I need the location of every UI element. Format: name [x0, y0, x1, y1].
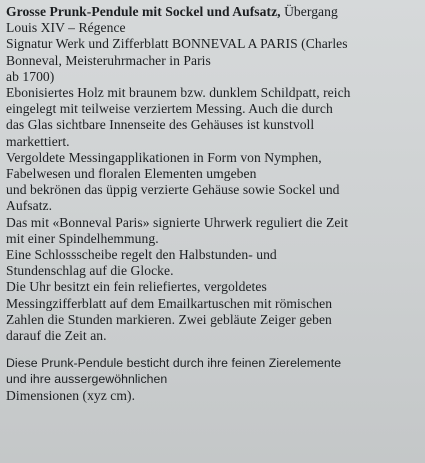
- title-suffix: Übergang: [284, 4, 338, 19]
- description-line: markettiert.: [6, 133, 70, 149]
- description-line: Aufsatz.: [6, 198, 53, 214]
- dimensions-line: Dimensionen (xyz cm).: [6, 387, 136, 403]
- description-line: darauf die Zeit an.: [6, 328, 107, 344]
- description-line: Messingzifferblatt auf dem Emailkartuschen mit römischen: [6, 295, 333, 311]
- description-line: Die Uhr besitzt ein fein reliefiertes, vergoldetes: [6, 279, 267, 295]
- description-line: und bekrönen das üppig verzierte Gehäuse sowie Sockel und: [6, 182, 340, 198]
- description-line: Das mit «Bonneval Paris» signierte Uhrwerk reguliert die Zeit: [6, 214, 349, 230]
- title-text: Grosse Prunk-Pendule mit Sockel und Aufsatz,: [6, 4, 281, 19]
- description-line: mit einer Spindelhemmung.: [6, 230, 159, 246]
- paragraph-gap: [6, 344, 419, 355]
- description-line: Zahlen die Stunden markieren. Zwei gebläute Zeiger geben: [6, 311, 332, 327]
- description-line: Vergoldete Messingapplikationen in Form von Nymphen,: [6, 149, 322, 165]
- signature-line: Signatur Werk und Zifferblatt BONNEVAL A PARIS (Charles: [6, 36, 348, 52]
- style-period-line: Louis XIV – Régence: [6, 20, 126, 36]
- description-line: Fabelwesen und floralen Elementen umgeben: [6, 166, 257, 182]
- signature-line: ab 1700): [6, 68, 55, 84]
- description-line: eingelegt mit teilweise verziertem Messing. Auch die durch: [6, 101, 333, 117]
- closing-line: Diese Prunk-Pendule besticht durch ihre feinen Zierelemente: [6, 356, 342, 371]
- description-line: Stundenschlag auf die Glocke.: [6, 263, 174, 279]
- label-title: [6, 4, 419, 20]
- description-line: Eine Schlossscheibe regelt den Halbstunden- und: [6, 247, 277, 263]
- description-line: das Glas sichtbare Innenseite des Gehäuses ist kunstvoll: [6, 117, 315, 133]
- closing-line: und ihre aussergewöhnlichen: [6, 372, 168, 387]
- description-line: Ebonisiertes Holz mit braunem bzw. dunklem Schildpatt, reich: [6, 85, 351, 101]
- signature-line: Bonneval, Meisteruhrmacher in Paris: [6, 52, 211, 68]
